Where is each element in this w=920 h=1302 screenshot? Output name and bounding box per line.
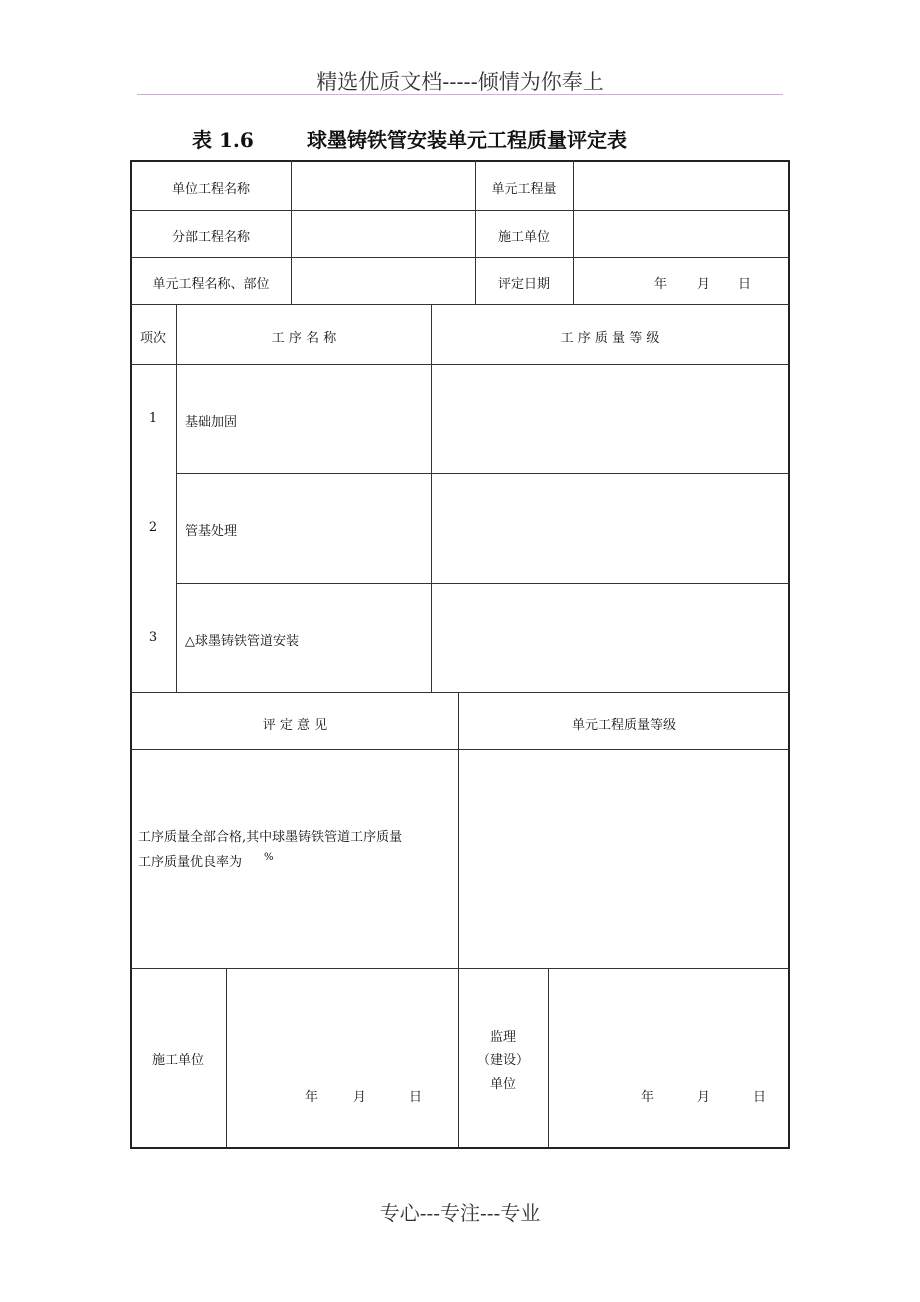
row-process-name: 基础加固: [185, 415, 238, 430]
evaluation-table: [130, 160, 790, 1149]
label-unit-project-name: 单位工程名称: [171, 182, 251, 197]
col-process-name: 工 序 名 称: [271, 331, 337, 346]
table-grid-line: [137, 94, 783, 95]
row-process-name: 管基处理: [185, 524, 238, 539]
sign-year-supervision: 年: [641, 1090, 655, 1105]
table-grid-line: [548, 968, 549, 1148]
label-eval-date: 评定日期: [497, 277, 551, 292]
label-sub-project-name: 分部工程名称: [171, 230, 251, 245]
label-signoff-construction: 施工单位: [151, 1053, 205, 1068]
row-index: 1: [148, 411, 158, 426]
sign-year: 年: [305, 1090, 319, 1105]
table-grid-line: [176, 304, 177, 692]
table-grid-line: [130, 364, 790, 365]
label-construction-unit: 施工单位: [497, 230, 551, 245]
table-grid-line: [475, 160, 476, 304]
label-supervision-unit: 单位: [489, 1077, 517, 1092]
row-index: 2: [148, 520, 158, 535]
table-grid-line: [130, 749, 790, 750]
sign-month-supervision: 月: [697, 1090, 711, 1105]
label-supervision: 监理: [489, 1030, 517, 1045]
table-grid-line: [176, 583, 790, 584]
date-day: 日: [738, 277, 752, 292]
table-grid-line: [291, 160, 292, 304]
table-grid-line: [226, 968, 227, 1148]
sign-month: 月: [353, 1090, 367, 1105]
table-grid-line: [130, 210, 790, 211]
table-grid-line: [130, 257, 790, 258]
opinion-line-1: 工序质量全部合格,其中球墨铸铁管道工序质量: [138, 830, 403, 845]
page-header: 精选优质文档-----倾情为你奉上: [316, 70, 604, 94]
sign-day-supervision: 日: [753, 1090, 767, 1105]
label-supervision-build: （建设）: [476, 1053, 530, 1068]
label-element-name-location: 单元工程名称、部位: [152, 277, 270, 292]
table-grid-line: [431, 304, 432, 692]
label-eval-opinion: 评 定 意 见: [262, 718, 328, 733]
opinion-line-2: 工序质量优良率为: [138, 855, 243, 870]
table-grid-line: [130, 968, 790, 969]
table-grid-line: [573, 160, 574, 304]
row-process-name: △球墨铸铁管道安装: [185, 634, 299, 649]
label-element-grade: 单元工程质量等级: [571, 718, 677, 733]
table-grid-line: [130, 304, 790, 305]
opinion-percent: %: [264, 852, 274, 863]
label-unit-quantity: 单元工程量: [491, 182, 557, 197]
page-title: 球墨铸铁管安装单元工程质量评定表: [307, 128, 627, 152]
table-grid-line: [176, 473, 790, 474]
table-grid-line: [458, 692, 459, 1148]
page-footer: 专心---专注---专业: [379, 1201, 541, 1225]
date-month: 月: [697, 277, 711, 292]
table-grid-line: [130, 692, 790, 693]
row-index: 3: [148, 630, 158, 645]
sign-day: 日: [409, 1090, 423, 1105]
date-year: 年: [654, 277, 668, 292]
table-number: 表 1.6: [192, 128, 254, 152]
col-process-grade: 工 序 质 量 等 级: [560, 331, 660, 346]
col-index: 项次: [139, 331, 167, 346]
